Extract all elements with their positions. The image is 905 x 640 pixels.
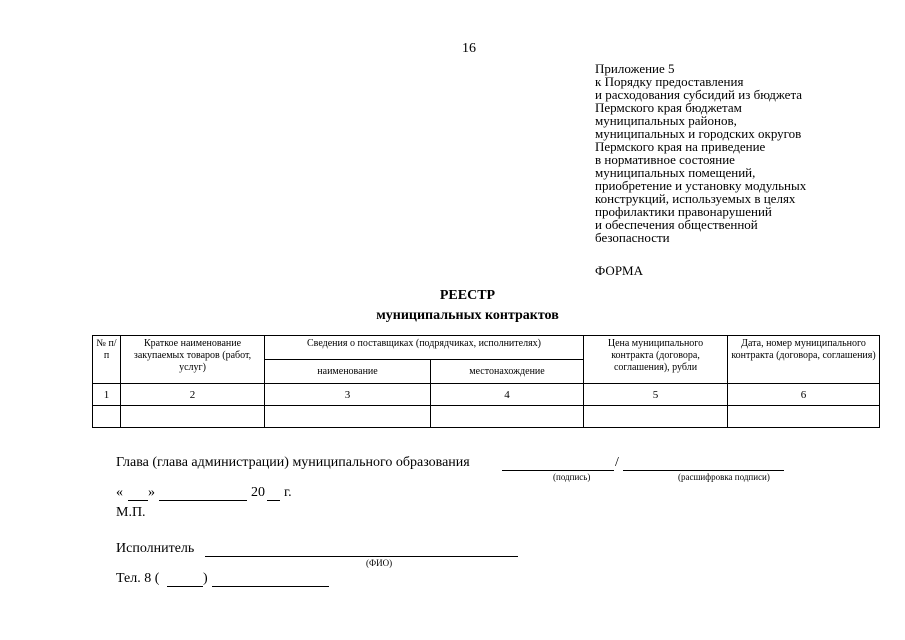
appendix-line: Пермского края на приведение — [595, 139, 766, 154]
table-cell[interactable] — [728, 406, 880, 428]
column-number: 5 — [584, 384, 728, 406]
document-subtitle: муниципальных контрактов — [376, 308, 559, 323]
table-cell[interactable] — [265, 406, 431, 428]
table-cell[interactable] — [93, 406, 121, 428]
executor-label: Исполнитель — [116, 541, 195, 556]
stamp-placeholder: М.П. — [116, 505, 146, 520]
appendix-line: муниципальных помещений, — [595, 165, 756, 180]
phone-prefix: Тел. 8 ( — [116, 571, 160, 586]
table-cell[interactable] — [121, 406, 265, 428]
appendix-line: муниципальных и городских округов — [595, 126, 802, 141]
appendix-line: безопасности — [595, 230, 670, 245]
appendix-line: приобретение и установку модульных — [595, 178, 807, 193]
year-prefix: 20 — [251, 485, 265, 500]
table-cell[interactable] — [431, 406, 584, 428]
header-suppliers: Сведения о поставщиках (подрядчиках, исполнителях) — [265, 336, 584, 360]
form-label: ФОРМА — [595, 263, 643, 278]
column-number: 2 — [121, 384, 265, 406]
header-supplier-name: наименование — [265, 360, 431, 384]
header-contract-date: Дата, номер муниципального контракта (договора, соглашения) — [728, 336, 880, 384]
header-supplier-location: местонахождение — [431, 360, 584, 384]
decoding-caption: (расшифровка подписи) — [678, 472, 770, 482]
table-row-empty[interactable] — [93, 406, 880, 428]
appendix-line: в нормативное состояние — [595, 152, 735, 167]
document-title: РЕЕСТР — [439, 288, 496, 303]
fio-caption: (ФИО) — [366, 558, 393, 568]
appendix-line: к Порядку предоставления — [595, 74, 744, 89]
column-number: 1 — [93, 384, 121, 406]
head-label: Глава (глава администрации) муниципального образования — [116, 455, 470, 470]
month-line[interactable] — [159, 500, 247, 501]
phone-close-paren: ) — [203, 571, 208, 586]
appendix-line: и расходования субсидий из бюджета — [595, 87, 803, 102]
executor-line[interactable] — [205, 556, 518, 557]
signature-line[interactable] — [502, 470, 614, 471]
appendix-line: и обеспечения общественной — [595, 217, 758, 232]
decoding-line[interactable] — [623, 470, 784, 471]
date-close-quote: » — [148, 485, 155, 500]
year-line[interactable] — [267, 500, 280, 501]
signature-caption: (подпись) — [553, 472, 591, 482]
date-open-quote: « — [116, 485, 123, 500]
header-item-name: Краткое наименование закупаемых товаров (работ, услуг) — [121, 336, 265, 384]
appendix-header — [595, 62, 895, 244]
table-cell[interactable] — [584, 406, 728, 428]
header-num: № п/п — [93, 336, 121, 384]
phone-code-line[interactable] — [167, 586, 203, 587]
header-price: Цена муниципального контракта (договора, соглашения), рубли — [584, 336, 728, 384]
column-number: 4 — [431, 384, 584, 406]
day-line[interactable] — [128, 500, 148, 501]
appendix-line: Приложение 5 — [595, 61, 675, 76]
slash-separator: / — [615, 455, 619, 470]
registry-table — [92, 335, 880, 428]
column-number: 3 — [265, 384, 431, 406]
column-number: 6 — [728, 384, 880, 406]
appendix-line: профилактики правонарушений — [595, 204, 772, 219]
phone-number-line[interactable] — [212, 586, 329, 587]
year-suffix: г. — [284, 485, 292, 500]
appendix-line: муниципальных районов, — [595, 113, 737, 128]
appendix-line: конструкций, используемых в целях — [595, 191, 796, 206]
page-number: 16 — [462, 41, 476, 56]
appendix-line: Пермского края бюджетам — [595, 100, 742, 115]
